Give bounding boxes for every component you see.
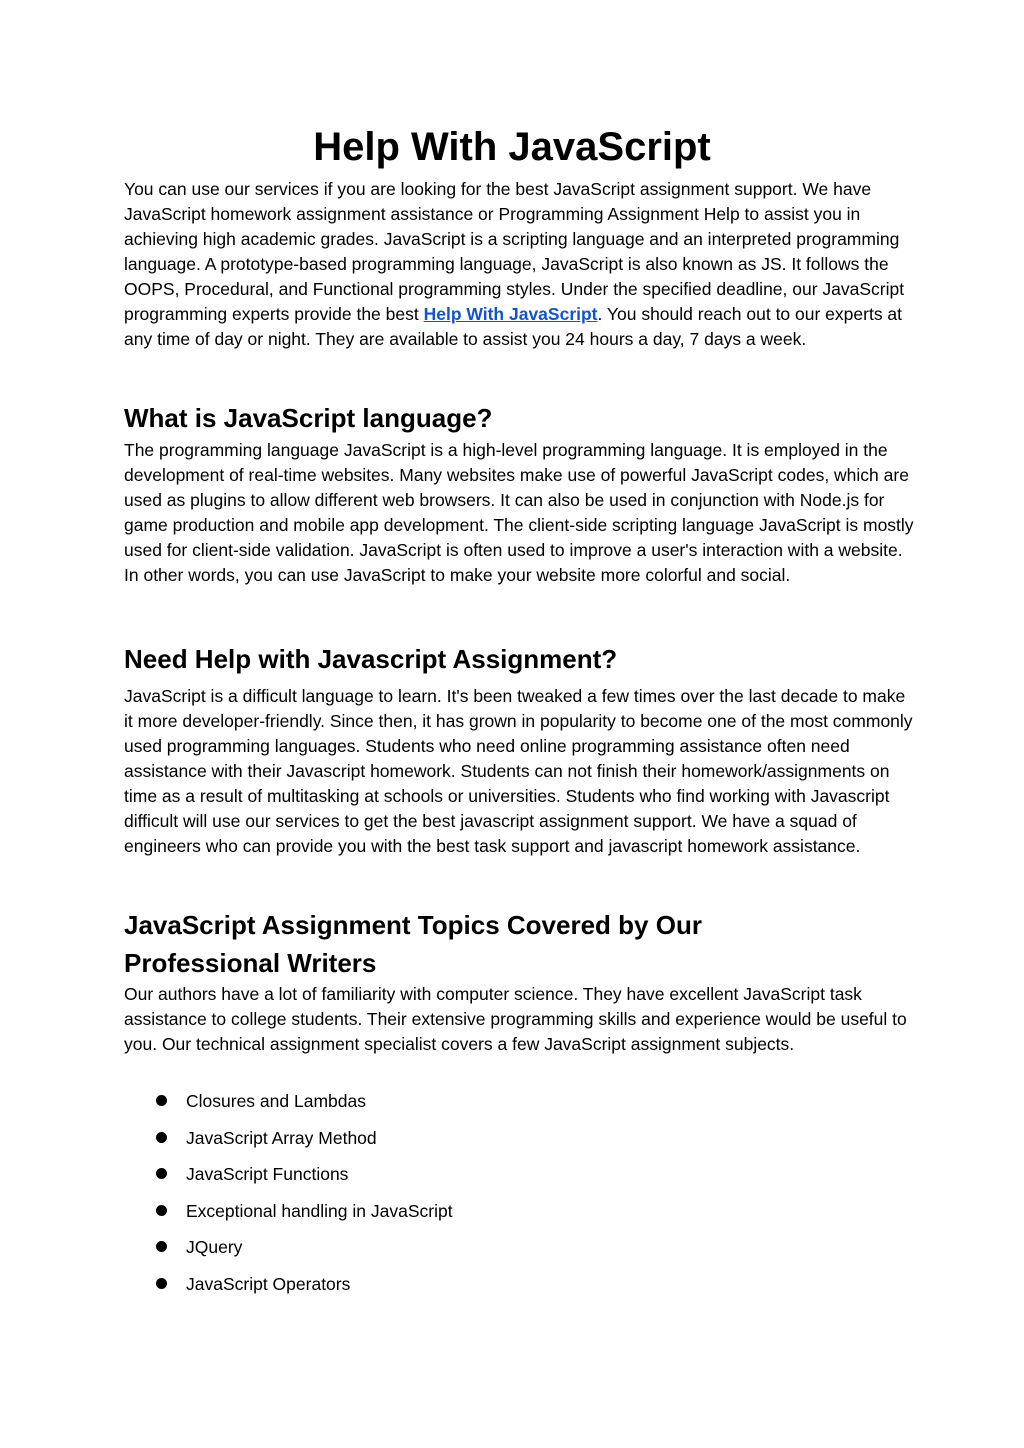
topics-list	[124, 1086, 453, 1305]
section-body-need-help: JavaScript is a difficult language to learn. It's been tweaked a few times over the last decade to make it more developer-friendly. Since then, it has grown in popularity to become one of the most commonly used programming languages. Students who need online programming assistance often need assistance with their Javascript homework. Students can not finish their homework/assignments on time as a result of multitasking at schools or universities. Students who find working with Javascript difficult will use our services to get the best javascript assignment support. We have a squad of engineers who can provide you with the best task support and javascript homework assistance.	[124, 686, 913, 856]
list-item-label: JavaScript Operators	[186, 1273, 351, 1294]
section-heading-need-help: Need Help with Javascript Assignment?	[124, 644, 618, 674]
bullet-icon	[156, 1278, 167, 1289]
bullet-icon	[156, 1095, 167, 1106]
page-title: Help With JavaScript	[313, 125, 711, 169]
list-item-label: JavaScript Array Method	[186, 1127, 377, 1148]
section-heading-topics: JavaScript Assignment Topics Covered by Our Professional Writers	[124, 910, 702, 978]
list-item-label: JQuery	[186, 1237, 243, 1257]
list-item	[124, 1232, 453, 1269]
section-body-what-is-javascript: The programming language JavaScript is a high-level programming language. It is employed in the development of real-time websites. Many websites make use of powerful JavaScript codes, which are used as plugins to allow different web browsers. It can also be used in conjunction with Node.js for game production and mobile app development. The client-side scripting language JavaScript is mostly used for client-side validation. JavaScript is often used to improve a user's interaction with a website. In other words, you can use JavaScript to make your website more colorful and social.	[124, 440, 914, 585]
list-item-label: JavaScript Functions	[186, 1164, 349, 1184]
section-heading-what-is-javascript: What is JavaScript language?	[124, 403, 493, 433]
list-item-label: Closures and Lambdas	[186, 1091, 366, 1111]
list-item	[124, 1269, 453, 1306]
bullet-icon	[156, 1168, 167, 1179]
list-item	[124, 1086, 453, 1123]
bullet-icon	[156, 1132, 167, 1143]
bullet-icon	[156, 1241, 167, 1252]
list-item	[124, 1123, 453, 1160]
list-item-label: Exceptional handling in JavaScript	[186, 1200, 453, 1221]
bullet-icon	[156, 1205, 167, 1216]
help-with-javascript-link[interactable]: Help With JavaScript	[423, 304, 598, 324]
section-body-topics: Our authors have a lot of familiarity with computer science. They have excellent JavaScript task assistance to college students. Their extensive programming skills and experience would be useful to you. Our technical assignment specialist covers a few JavaScript assignment subjects.	[124, 984, 907, 1054]
intro-text-after: . You should reach out to our experts at any time of day or night. They are available to assist you 24 hours a day, 7 days a week.	[124, 304, 903, 349]
list-item	[124, 1159, 453, 1196]
intro-text-before: You can use our services if you are looking for the best JavaScript assignment support. We have JavaScript homework assignment assistance or Programming Assignment Help to assist you in achieving high academic grades. JavaScript is a scripting language and an interpreted programming language. A prototype-based programming language, JavaScript is also known as JS. It follows the OOPS, Procedural, and Functional programming styles. Under the specified deadline, our JavaScript programming experts provide the best	[124, 179, 905, 324]
intro-paragraph	[124, 177, 914, 352]
list-item	[124, 1196, 453, 1233]
